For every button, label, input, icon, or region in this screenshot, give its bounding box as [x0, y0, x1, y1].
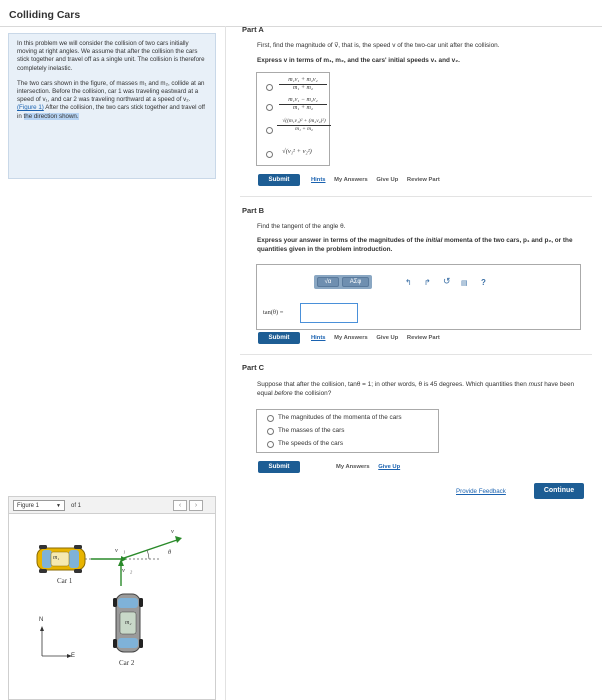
part-a-review-link[interactable]: Review Part [406, 177, 440, 183]
undo-icon[interactable]: ↰ [405, 278, 412, 287]
car-1 [37, 545, 85, 573]
part-b-hints-link[interactable]: Hints [311, 335, 326, 341]
radio-speeds[interactable] [267, 441, 274, 448]
radio-momenta[interactable] [267, 415, 274, 422]
option-momenta-label: The magnitudes of the momenta of the cars [278, 414, 402, 421]
m1-label: m₁ [53, 555, 60, 561]
question-text: the collision? [292, 389, 332, 397]
highlighted-text: the direction shown. [23, 112, 79, 120]
option-1-den: m₁ + m₂ [293, 85, 313, 91]
instruction-text: Express your answer in terms of the magnitudes of the [257, 237, 426, 244]
redo-icon[interactable]: ↱ [424, 278, 431, 287]
reset-icon[interactable]: ↺ [443, 276, 451, 286]
instruction-text: momenta of the two cars, p₁ and p₂, or the quantities given in the problem introduction. [257, 237, 573, 253]
question-emphasis: before [274, 389, 293, 397]
v1-label: v⃗₁ [115, 547, 126, 554]
option-3-den: m₁ + m₂ [295, 126, 313, 132]
intro-text: The two cars shown in the figure, of masses m₁ and m₂, collide at an intersection. Before the collision, car 1 was traveling eastward at a speed of v₁, and car 2 was traveling northward at a speed of v₂. [17, 79, 205, 104]
east-label: E [71, 653, 76, 659]
radio-option-2[interactable] [266, 104, 273, 111]
collision-diagram [9, 514, 215, 700]
continue-button[interactable]: Continue [534, 483, 584, 499]
m2-label: m₂ [125, 620, 132, 626]
part-divider [240, 196, 592, 197]
north-arrowhead [40, 626, 44, 631]
v2-label: v⃗₂ [122, 567, 133, 574]
part-a-choices [256, 72, 330, 166]
part-a-actions [311, 177, 447, 183]
figure-body [8, 514, 216, 700]
option-1-num: m₁v₁ + m₂v₂ [279, 77, 327, 85]
templates-button[interactable]: √α [317, 277, 339, 287]
car-1-label: Car 1 [57, 577, 73, 585]
provide-feedback-link[interactable]: Provide Feedback [456, 488, 506, 495]
part-c-my-answers-link[interactable]: My Answers [336, 464, 370, 470]
keyboard-icon[interactable]: ▤ [461, 280, 468, 287]
part-b-label: Part B [242, 206, 265, 215]
part-b-my-answers-link[interactable]: My Answers [334, 335, 368, 341]
radio-option-4[interactable] [266, 151, 273, 158]
option-1-formula [279, 77, 327, 92]
car-2-label: Car 2 [119, 659, 135, 667]
part-divider [240, 354, 592, 355]
option-4-formula: √(v₁² + v₂²) [282, 148, 312, 155]
option-masses-label: The masses of the cars [278, 427, 345, 434]
part-a-submit-button[interactable]: Submit [258, 174, 300, 186]
chevron-down-icon: ▼ [56, 503, 61, 509]
tan-theta-input[interactable] [300, 303, 358, 323]
part-c-choices [256, 409, 439, 453]
v-label: v⃗ [171, 528, 179, 535]
option-2-formula [279, 97, 327, 112]
v-arrowhead [175, 536, 182, 543]
option-2-num: m₁v₁ − m₂v₂ [279, 97, 327, 105]
theta-arc [147, 550, 149, 559]
part-c-actions [336, 464, 407, 470]
part-a-label: Part A [242, 25, 264, 34]
intro-paragraph-1: In this problem we will consider the collision of two cars initially moving at right angles. We assume that after the collision the cars stick together and travel off as a single unit. The collision is therefore completely inelastic. [17, 40, 205, 72]
part-b-question: Find the tangent of the angle θ. [257, 223, 346, 230]
part-b-review-link[interactable]: Review Part [406, 335, 440, 341]
figure-count: of 1 [71, 503, 82, 509]
option-3-num: √((m₁v₁)² + (m₂v₂)²) [277, 118, 331, 126]
part-a-hints-link[interactable]: Hints [311, 177, 326, 183]
part-b-instruction [257, 237, 587, 254]
part-a-my-answers-link[interactable]: My Answers [334, 177, 368, 183]
radio-masses[interactable] [267, 428, 274, 435]
figure-1-link[interactable]: (Figure 1) [17, 104, 44, 112]
question-emphasis: must [528, 381, 543, 388]
part-b-submit-button[interactable]: Submit [258, 332, 300, 344]
question-text: Suppose that after the collision, tanθ = 1; in other words, θ is 45 degrees. Which quantities then [257, 381, 529, 388]
part-b-give-up-link[interactable]: Give Up [376, 335, 399, 341]
intro-paragraph-2 [17, 80, 207, 121]
tan-theta-label: tan(θ) = [263, 309, 284, 316]
part-c-give-up-link[interactable]: Give Up [378, 464, 401, 470]
part-a-instruction: Express v in terms of m₁, m₂, and the cars' initial speeds v₁ and v₂. [257, 57, 460, 64]
part-a-question: First, find the magnitude of v⃗, that is, the speed v of the two-car unit after the collision. [257, 42, 500, 49]
radio-option-1[interactable] [266, 84, 273, 91]
header-divider [0, 26, 602, 27]
next-figure-button[interactable]: › [189, 500, 203, 511]
column-divider [225, 26, 226, 700]
theta-label: θ [168, 549, 172, 556]
prev-figure-button[interactable]: ‹ [173, 500, 187, 511]
radio-option-3[interactable] [266, 127, 273, 134]
figure-header [8, 496, 216, 514]
part-c-question [257, 381, 587, 398]
part-b-actions [311, 335, 447, 341]
intro-text: After the collision, the two cars stick together and travel off in [17, 104, 206, 120]
north-label: N [39, 617, 44, 623]
problem-intro [8, 33, 216, 179]
part-c-submit-button[interactable]: Submit [258, 461, 300, 473]
help-icon[interactable]: ? [481, 278, 486, 287]
part-a-give-up-link[interactable]: Give Up [376, 177, 399, 183]
page-title: Colliding Cars [9, 9, 81, 21]
option-2-den: m₁ + m₂ [293, 105, 313, 111]
option-3-formula [277, 118, 331, 133]
symbols-button[interactable]: AΣφ [342, 277, 369, 287]
instruction-emphasis: initial [425, 237, 443, 244]
figure-select[interactable] [13, 500, 65, 511]
option-speeds-label: The speeds of the cars [278, 440, 344, 447]
math-toolbar [314, 275, 372, 289]
question-text: have been equal [257, 381, 575, 397]
figure-select-value: Figure 1 [17, 503, 40, 509]
part-c-label: Part C [242, 363, 265, 372]
